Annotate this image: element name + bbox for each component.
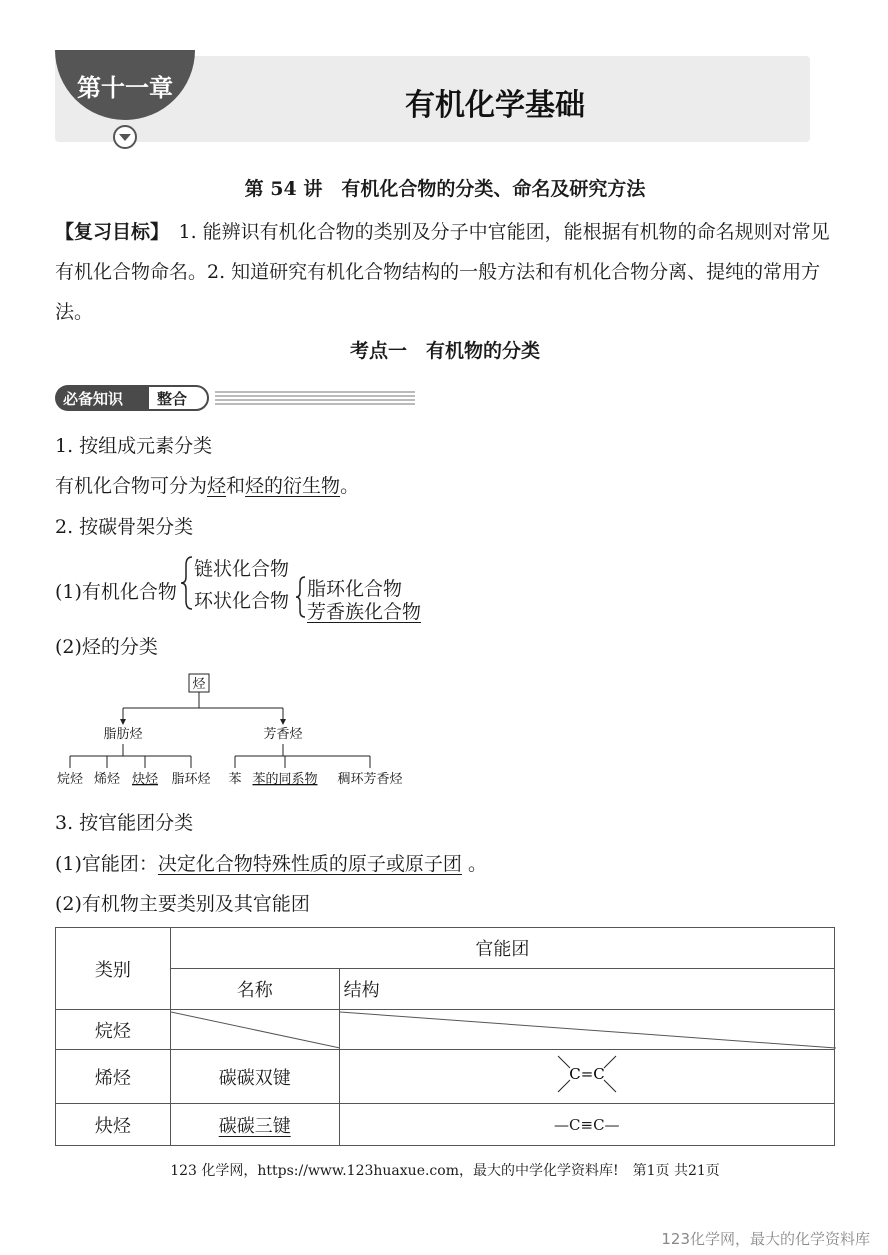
term-derivative: 烃的衍生物 bbox=[245, 475, 341, 497]
tree-benzene-homolog: 苯的同系物 bbox=[252, 772, 318, 787]
tree-root: 烃 bbox=[192, 677, 206, 692]
table-row bbox=[56, 1104, 835, 1146]
row-name-text: 碳碳三键 bbox=[218, 1115, 291, 1137]
row-name bbox=[170, 1104, 339, 1146]
skeleton-item2-label: (2)烃的分类 bbox=[55, 636, 158, 658]
section-title: 考点一 有机物的分类 bbox=[349, 340, 540, 362]
functional-group-definition bbox=[55, 849, 487, 876]
by-element-mid: 和 bbox=[226, 475, 246, 497]
th-name: 名称 bbox=[170, 969, 339, 1010]
heading-by-element: 1. 按组成元素分类 bbox=[55, 435, 213, 457]
tag-dark-label: 必备知识 bbox=[63, 390, 124, 408]
double-bond-text: C=C bbox=[569, 1065, 605, 1083]
chapter-label: 第十一章 bbox=[77, 74, 173, 102]
alicyclic-compound: 脂环化合物 bbox=[307, 578, 403, 600]
def-end: 。 bbox=[461, 853, 487, 875]
th-category: 类别 bbox=[56, 928, 171, 1010]
row-name: 碳碳双键 bbox=[170, 1050, 339, 1104]
tag-light-label: 整合 bbox=[157, 390, 188, 408]
def-text: 决定化合物特殊性质的原子或原子团 bbox=[157, 853, 462, 875]
tree-aliphatic: 脂肪烃 bbox=[103, 727, 143, 742]
tree-fused-ring: 稠环芳香烃 bbox=[337, 772, 403, 787]
brace-1 bbox=[180, 555, 194, 611]
review-goal-label: 【复习目标】 bbox=[55, 221, 160, 243]
diagonal-line bbox=[340, 1010, 836, 1050]
diagonal-line bbox=[171, 1010, 340, 1050]
double-bond-structure bbox=[552, 1052, 622, 1096]
functional-group-item2: (2)有机物主要类别及其官能团 bbox=[55, 893, 310, 915]
table-row bbox=[56, 1010, 835, 1050]
row-structure-empty bbox=[339, 1010, 834, 1050]
term-hydrocarbon: 烃 bbox=[207, 475, 227, 497]
chevron-down-icon bbox=[112, 124, 138, 150]
functional-group-table bbox=[55, 927, 835, 1146]
page-footer: 123 化学网，https://www.123huaxue.com，最大的中学化学资料库! 第1页 共21页 bbox=[170, 1163, 720, 1179]
row-category: 炔烃 bbox=[56, 1104, 171, 1146]
tree-alkene: 烯烃 bbox=[93, 772, 121, 787]
th-structure: 结构 bbox=[339, 969, 834, 1010]
watermark: 123化学网，最大的化学资料库 bbox=[661, 1230, 870, 1248]
tree-benzene: 苯 bbox=[228, 772, 242, 787]
triple-bond-structure: —C≡C— bbox=[339, 1104, 834, 1146]
tree-alkane: 烷烃 bbox=[56, 772, 84, 787]
by-element-suffix: 。 bbox=[340, 475, 360, 497]
heading-by-functional-group: 3. 按官能团分类 bbox=[55, 812, 194, 834]
hydrocarbon-tree bbox=[55, 670, 455, 800]
review-goal bbox=[55, 212, 840, 332]
by-element-sentence bbox=[55, 471, 359, 498]
skeleton-item1-label: (1)有机化合物 bbox=[55, 581, 177, 603]
table-row bbox=[56, 1050, 835, 1104]
tree-cycloalkane: 脂环烃 bbox=[171, 772, 211, 787]
alkene-structure bbox=[339, 1050, 834, 1104]
chapter-title: 有机化学基础 bbox=[405, 88, 585, 123]
row-category: 烷烃 bbox=[56, 1010, 171, 1050]
heading-by-skeleton: 2. 按碳骨架分类 bbox=[55, 516, 194, 538]
ring-compound: 环状化合物 bbox=[194, 590, 290, 612]
tag-decor-lines bbox=[215, 391, 415, 405]
chain-compound: 链状化合物 bbox=[194, 558, 290, 580]
row-name-empty bbox=[170, 1010, 339, 1050]
th-functional-group: 官能团 bbox=[170, 928, 834, 969]
tree-aromatic: 芳香烃 bbox=[263, 727, 303, 742]
brace-2 bbox=[295, 575, 307, 619]
def-label: (1)官能团： bbox=[55, 853, 158, 875]
by-element-prefix: 有机化合物可分为 bbox=[55, 475, 208, 497]
aromatic-compound: 芳香族化合物 bbox=[307, 601, 422, 623]
review-goal-text: 1. 能辨识有机化合物的类别及分子中官能团，能根据有机物的命名规则对常见有机化合物命名。2. 知道研究有机化合物结构的一般方法和有机化合物分离、提纯的常用方法。 bbox=[55, 221, 830, 323]
knowledge-tag bbox=[55, 385, 415, 411]
row-category: 烯烃 bbox=[56, 1050, 171, 1104]
lesson-title: 第 54 讲 有机化合物的分类、命名及研究方法 bbox=[244, 178, 646, 200]
tree-alkyne: 炔烃 bbox=[131, 772, 159, 787]
